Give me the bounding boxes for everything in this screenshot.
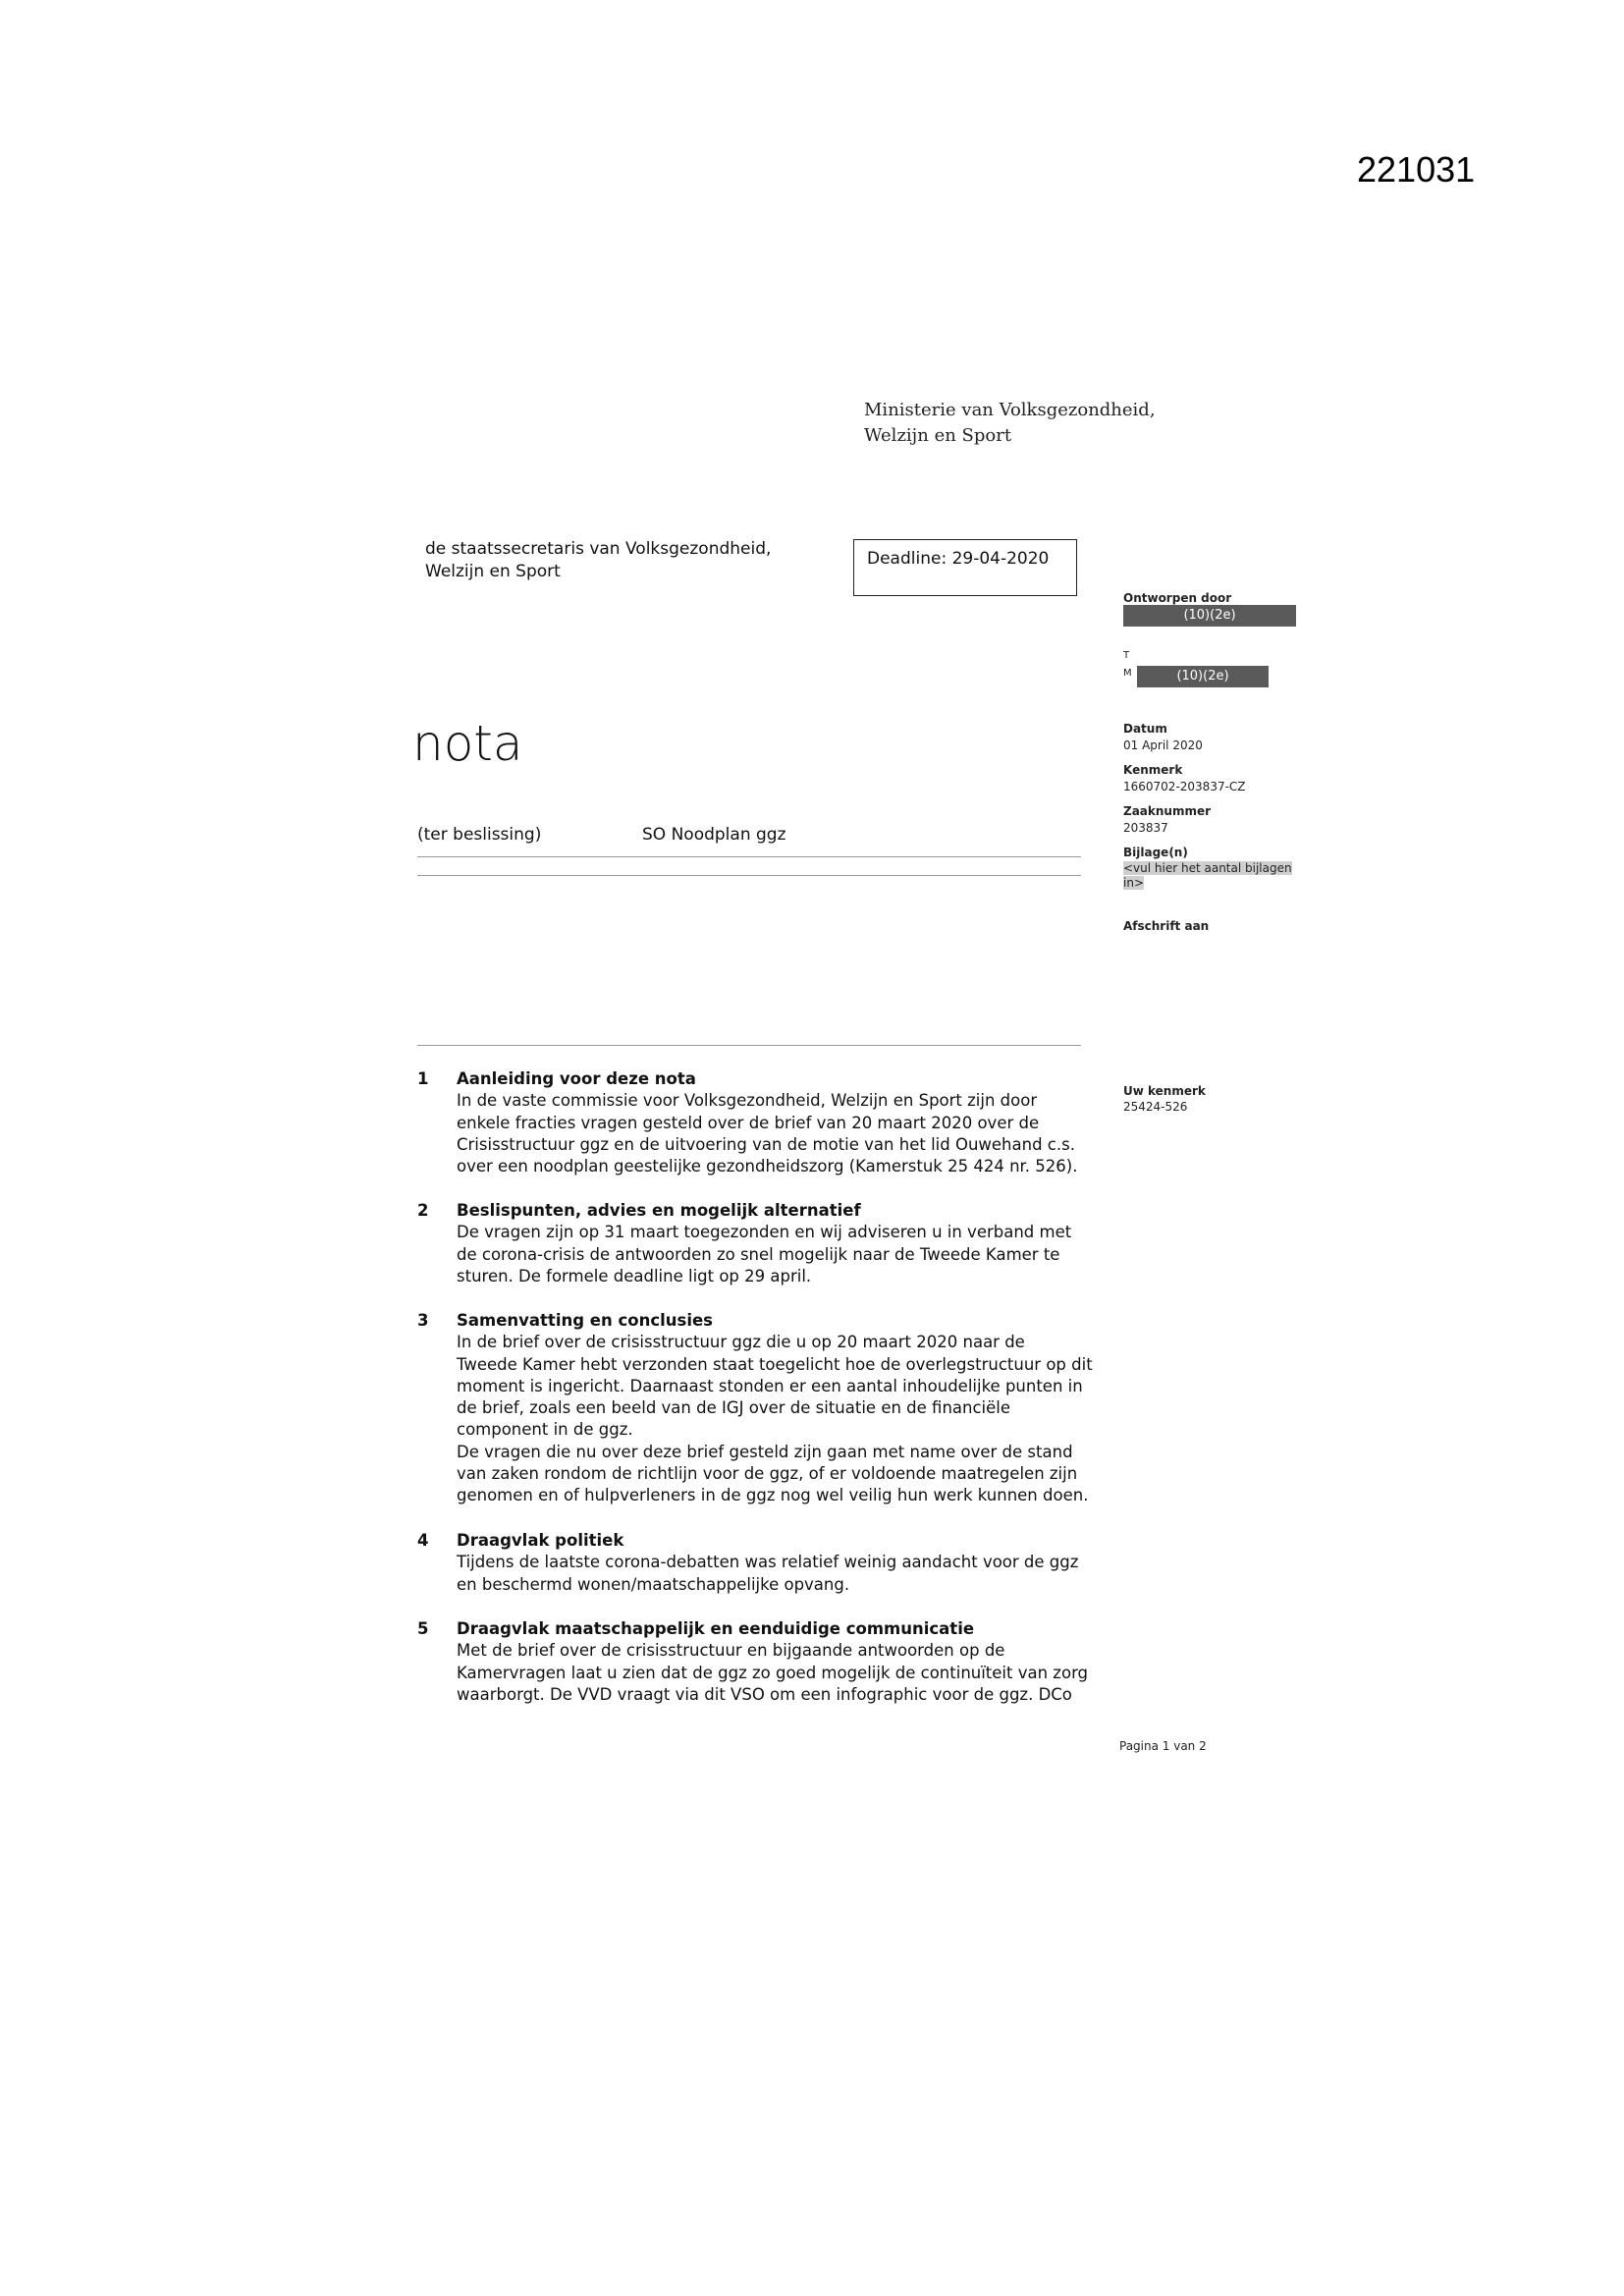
paragraph-line: genomen en of hulpverleners in de ggz nog wel veilig hun werk kunnen doen. — [457, 1486, 1089, 1505]
paragraph-line: en beschermd wonen/maatschappelijke opvang. — [457, 1574, 850, 1594]
ministry-line-2: Welzijn en Sport — [864, 425, 1012, 446]
paragraph-line: Kamervragen laat u zien dat de ggz zo goed mogelijk de continuïteit van zorg — [457, 1663, 1089, 1682]
kenmerk-label: Kenmerk — [1123, 763, 1183, 777]
divider — [417, 1045, 1081, 1046]
paragraph-line: over een noodplan geestelijke gezondheidszorg (Kamerstuk 25 424 nr. 526). — [457, 1157, 1078, 1176]
uw-kenmerk-label: Uw kenmerk — [1123, 1084, 1206, 1098]
t-label: T — [1123, 650, 1130, 661]
deadline-box: Deadline: 29-04-2020 — [853, 539, 1077, 596]
paragraph-line: Tijdens de laatste corona-debatten was relatief weinig aandacht voor de ggz — [457, 1553, 1079, 1572]
section-5 — [417, 1618, 1124, 1706]
zaaknummer-label: Zaaknummer — [1123, 804, 1212, 818]
paragraph-line: moment is ingericht. Daarnaast stonden er een aantal inhoudelijke punten in — [457, 1376, 1083, 1395]
addressee-line-2: Welzijn en Sport — [425, 562, 561, 581]
ministry-line-1: Ministerie van Volksgezondheid, — [864, 400, 1156, 420]
section-4 — [417, 1530, 1124, 1596]
divider — [417, 875, 1081, 876]
bijlage-label: Bijlage(n) — [1123, 846, 1188, 859]
section-number: 3 — [417, 1311, 429, 1330]
section-number: 1 — [417, 1069, 429, 1088]
zaaknummer-value: 203837 — [1123, 821, 1168, 835]
afschrift-label: Afschrift aan — [1123, 919, 1210, 933]
redacted-phone: (10)(2e) — [1137, 666, 1269, 687]
section-number: 5 — [417, 1619, 429, 1638]
paragraph-line: sturen. De formele deadline ligt op 29 april. — [457, 1266, 812, 1285]
divider — [417, 856, 1081, 857]
section-2 — [417, 1200, 1124, 1287]
ministry-name — [864, 398, 1156, 449]
datum-label: Datum — [1123, 722, 1167, 736]
section-3 — [417, 1310, 1124, 1507]
paragraph-line: component in de ggz. — [457, 1420, 633, 1440]
paragraph-line: De vragen die nu over deze brief gesteld zijn gaan met name over de stand — [457, 1442, 1073, 1461]
section-heading: Draagvlak maatschappelijk en eenduidige communicatie — [457, 1619, 975, 1638]
ter-beslissing-label: (ter beslissing) — [417, 825, 542, 845]
m-label: M — [1123, 668, 1132, 679]
section-number: 2 — [417, 1201, 429, 1220]
addressee-line-1: de staatssecretaris van Volksgezondheid, — [425, 539, 772, 559]
section-heading: Draagvlak politiek — [457, 1531, 624, 1550]
redacted-name: (10)(2e) — [1123, 605, 1296, 627]
ontworpen-door-label: Ontworpen door — [1123, 591, 1232, 605]
section-heading: Samenvatting en conclusies — [457, 1311, 713, 1330]
document-title: nota — [412, 715, 523, 772]
paragraph-line: Tweede Kamer hebt verzonden staat toegelicht hoe de overlegstructuur op dit — [457, 1354, 1093, 1374]
document-number: 221031 — [1357, 149, 1476, 190]
kenmerk-value: 1660702-203837-CZ — [1123, 780, 1246, 793]
section-number: 4 — [417, 1531, 429, 1550]
paragraph-line: Met de brief over de crisisstructuur en bijgaande antwoorden op de — [457, 1641, 1005, 1661]
bijlage-value — [1123, 861, 1292, 891]
page-footer: Pagina 1 van 2 — [1119, 1739, 1207, 1753]
section-heading: Beslispunten, advies en mogelijk alternatief — [457, 1201, 861, 1220]
paragraph-line: waarborgt. De VVD vraagt via dit VSO om een infographic voor de ggz. DCo — [457, 1684, 1072, 1704]
paragraph-line: de corona-crisis de antwoorden zo snel mogelijk naar de Tweede Kamer te — [457, 1244, 1060, 1264]
paragraph-line: van zaken rondom de richtlijn voor de ggz, of er voldoende maatregelen zijn — [457, 1464, 1078, 1484]
section-heading: Aanleiding voor deze nota — [457, 1069, 696, 1088]
uw-kenmerk-value: 25424-526 — [1123, 1100, 1188, 1114]
bijlage-placeholder-line-2: in> — [1123, 876, 1144, 890]
datum-value: 01 April 2020 — [1123, 738, 1203, 752]
subject: SO Noodplan ggz — [642, 825, 786, 845]
paragraph-line: enkele fracties vragen gesteld over de brief van 20 maart 2020 over de — [457, 1113, 1040, 1132]
paragraph-line: In de brief over de crisisstructuur ggz die u op 20 maart 2020 naar de — [457, 1333, 1025, 1352]
paragraph-line: Crisisstructuur ggz en de uitvoering van de motie van het lid Ouwehand c.s. — [457, 1134, 1075, 1154]
paragraph-line: De vragen zijn op 31 maart toegezonden en wij adviseren u in verband met — [457, 1223, 1072, 1242]
bijlage-placeholder-line-1: <vul hier het aantal bijlagen — [1123, 861, 1292, 875]
addressee — [425, 538, 771, 583]
section-1 — [417, 1068, 1124, 1177]
paragraph-line: de brief, zoals een beeld van de IGJ over de situatie en de financiële — [457, 1398, 1011, 1418]
paragraph-line: In de vaste commissie voor Volksgezondheid, Welzijn en Sport zijn door — [457, 1091, 1038, 1111]
